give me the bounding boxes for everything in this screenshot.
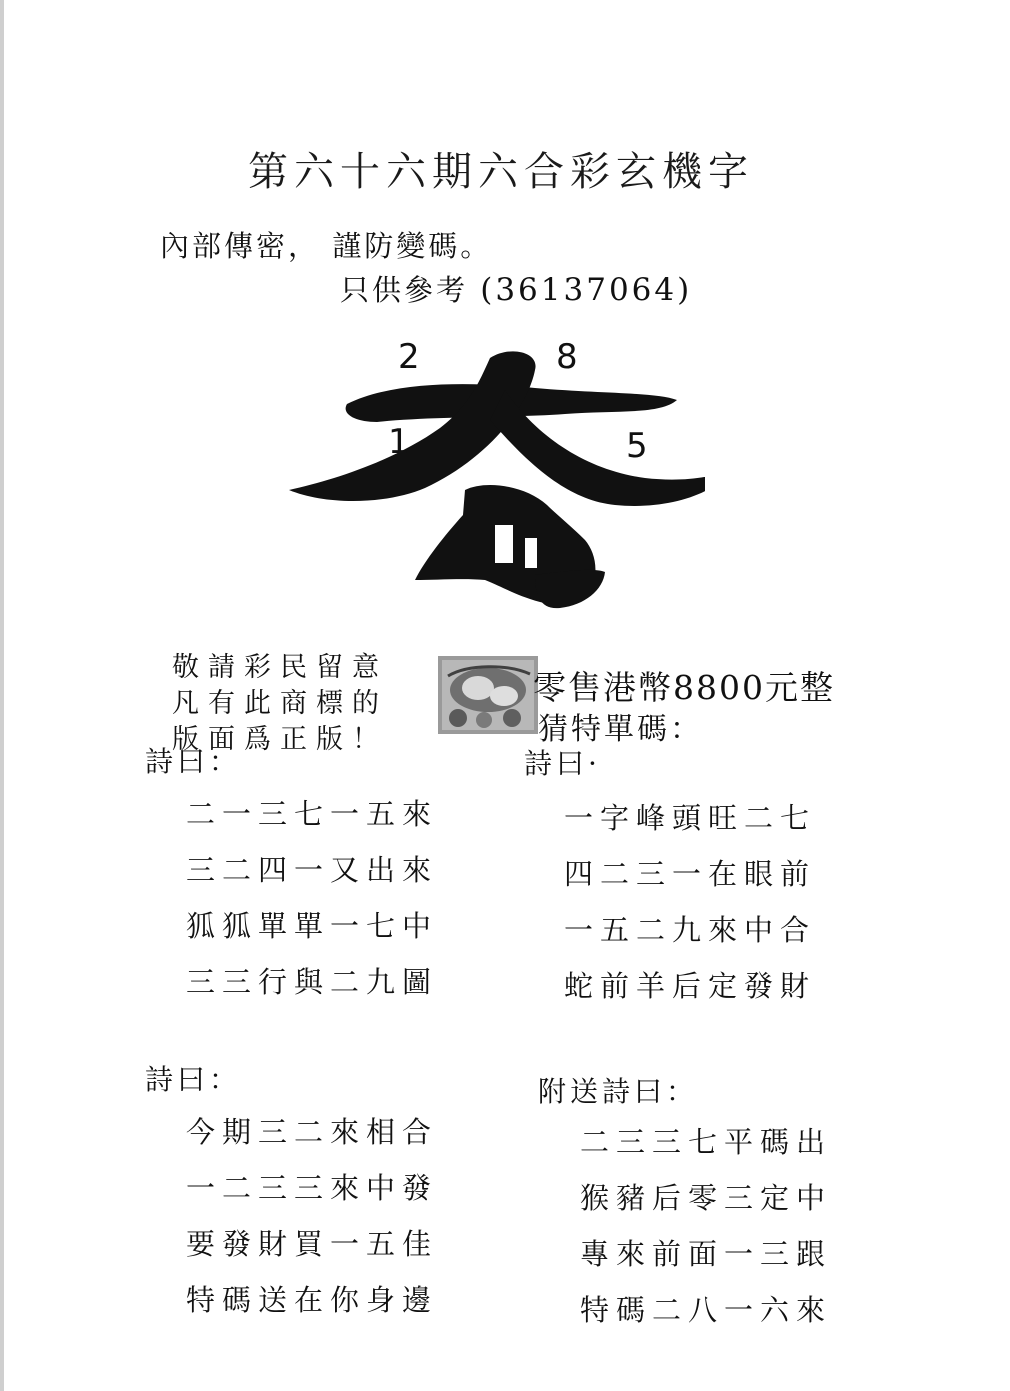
emblem-number: 2: [398, 337, 420, 377]
poem-line: 狐狐單單一七中: [186, 909, 439, 943]
brush-stroke-hook: [535, 570, 605, 608]
scan-edge: [0, 0, 4, 1391]
poem-line: 猴豬后零三定中: [580, 1181, 833, 1215]
poem-line: 四二三一在眼前: [564, 857, 817, 891]
poem-line: 二三三七平碼出: [580, 1125, 833, 1159]
trademark-line: 敬請彩民留意: [172, 652, 388, 683]
confidential-notice: 內部傳密， 謹防變碼。: [160, 229, 493, 263]
poem-line: 專來前面一三跟: [580, 1237, 833, 1271]
emblem-gap: [525, 538, 537, 568]
poem-line: 特碼二八一六來: [580, 1293, 833, 1327]
poem-heading: 詩曰·: [524, 747, 601, 780]
guess-label: 猜特單碼：: [538, 712, 703, 747]
poem-line: 今期三二來相合: [186, 1115, 439, 1149]
emblem-number: 8: [556, 337, 578, 377]
poem-line: 一五二九來中合: [564, 913, 817, 947]
poem-line: 三二四一又出來: [186, 853, 439, 887]
poem-block-3: [186, 1104, 438, 1328]
reference-label: 只供參考: [340, 273, 469, 307]
reference-line: [340, 268, 692, 309]
emblem-number: 5: [626, 426, 648, 466]
retail-price: 零售港幣8800元整: [533, 668, 835, 707]
poem-line: 一字峰頭旺二七: [564, 801, 817, 835]
poem-line: 三三行與二九圖: [186, 965, 439, 999]
poem-line: 要發財買一五佳: [186, 1227, 439, 1261]
poem-heading: 附送詩曰：: [538, 1075, 699, 1108]
poem-block-1: [186, 786, 438, 1010]
trademark-stamp-icon: [438, 656, 538, 734]
emblem-number: 1: [388, 422, 410, 462]
poem-heading: 詩曰：: [145, 1063, 242, 1096]
poem-line: 蛇前羊后定發財: [564, 969, 817, 1003]
calligraphy-emblem-icon: [285, 340, 705, 612]
poem-block-2: [564, 790, 816, 1014]
trademark-line: 版面爲正版！: [172, 724, 388, 755]
poem-line: 二一三七一五來: [186, 797, 439, 831]
poem-heading: 詩曰：: [145, 745, 242, 778]
page-title: 第六十六期六合彩玄機字: [248, 149, 754, 195]
poem-block-4: [580, 1114, 832, 1338]
reference-code: (36137064): [480, 272, 693, 308]
trademark-line: 凡有此商標的: [172, 688, 388, 719]
emblem-gap: [495, 525, 513, 563]
poem-line: 特碼送在你身邊: [186, 1283, 439, 1317]
poem-line: 一二三三來中發: [186, 1171, 439, 1205]
